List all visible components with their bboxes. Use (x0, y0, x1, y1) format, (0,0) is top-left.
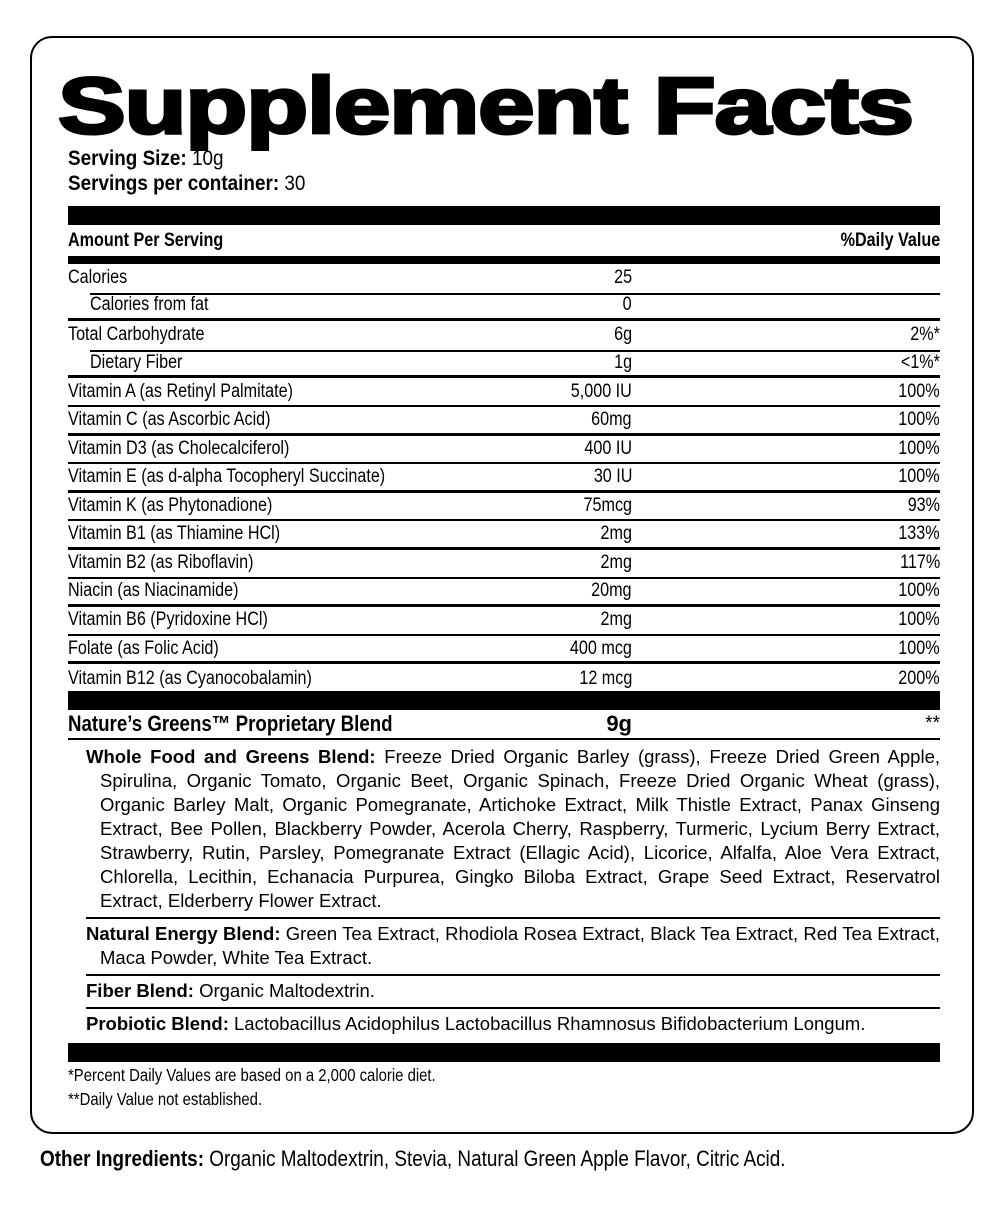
nutrient-row (68, 493, 940, 522)
blend-item (86, 1009, 940, 1040)
footnote-dv-not-established: **Daily Value not established. (68, 1089, 263, 1109)
blend-text (86, 979, 940, 1003)
blend-label: Fiber Blend: (86, 980, 194, 1001)
nutrient-amount: 0 (623, 294, 632, 316)
label-title: Supplement Facts (58, 61, 913, 150)
nutrient-amount: 25 (614, 267, 632, 289)
other-ingredients-value: Organic Maltodextrin, Stevia, Natural Green Apple Flavor, Citric Acid. (209, 1146, 786, 1171)
footnotes (68, 1063, 501, 1111)
nutrient-name: Niacin (as Niacinamide) (68, 580, 239, 602)
nutrient-amount: 30 IU (593, 465, 632, 487)
nutrient-name: Calories (68, 267, 128, 289)
nutrient-row (68, 464, 940, 493)
nutrient-row (68, 636, 940, 665)
blend-item (86, 742, 940, 919)
nutrient-amount: 75mcg (583, 495, 632, 517)
nutrient-row (68, 350, 940, 379)
nutrient-amount: 2mg (600, 552, 632, 574)
nutrient-name: Vitamin K (as Phytonadione) (68, 495, 273, 517)
nutrient-row (68, 264, 940, 293)
blend-text (86, 745, 940, 913)
nutrient-name: Dietary Fiber (90, 351, 183, 373)
nutrient-daily-value: 100% (898, 580, 940, 602)
nutrient-row (68, 321, 940, 350)
blend-ingredients: Lactobacillus Acidophilus Lactobacillus Rhamnosus Bifidobacterium Longum. (234, 1013, 866, 1034)
nutrient-daily-value: <1%* (900, 351, 940, 373)
servings-per-container (68, 171, 305, 196)
nutrient-name: Vitamin E (as d-alpha Tocopheryl Succinate) (68, 465, 386, 487)
serving-size-label: Serving Size: (68, 147, 187, 170)
nutrient-daily-value: 133% (898, 523, 940, 545)
nutrient-daily-value: 93% (907, 495, 940, 517)
blend-text (86, 922, 940, 970)
nutrient-amount: 6g (614, 324, 632, 346)
nutrient-name: Vitamin D3 (as Cholecalciferol) (68, 437, 290, 459)
nutrient-daily-value: 100% (898, 437, 940, 459)
nutrient-name: Vitamin B12 (as Cyanocobalamin) (68, 667, 312, 689)
blend-item (86, 976, 940, 1009)
nutrient-table (68, 264, 940, 693)
nutrient-amount: 20mg (591, 580, 632, 602)
nutrient-daily-value: 200% (898, 667, 940, 689)
other-ingredients-label: Other Ingredients: (40, 1146, 204, 1171)
nutrient-amount: 12 mcg (579, 667, 632, 689)
blend-item (86, 919, 940, 976)
blend-ingredients: Green Tea Extract, Rhodiola Rosea Extract, Black Tea Extract, Red Tea Extract, Maca Powder, White Tea Extract. (100, 923, 941, 968)
nutrient-row (68, 378, 940, 407)
nutrient-name: Vitamin B2 (as Riboflavin) (68, 552, 254, 574)
nutrient-amount: 2mg (600, 609, 632, 631)
proprietary-blend-dv: ** (925, 713, 940, 734)
nutrient-amount: 2mg (600, 523, 632, 545)
supplement-facts-panel (30, 36, 974, 1134)
serving-size (68, 146, 305, 171)
nutrient-amount: 60mg (591, 408, 632, 430)
thick-divider (68, 691, 940, 710)
nutrient-name: Vitamin A (as Retinyl Palmitate) (68, 380, 293, 402)
nutrient-row (68, 436, 940, 465)
nutrient-daily-value: 100% (898, 408, 940, 430)
other-ingredients (40, 1146, 907, 1172)
nutrient-daily-value: 100% (898, 380, 940, 402)
table-header (68, 227, 940, 255)
blend-ingredients: Organic Maltodextrin. (199, 980, 375, 1001)
blend-label: Probiotic Blend: (86, 1013, 229, 1034)
serving-info (68, 146, 332, 196)
nutrient-daily-value: 100% (898, 465, 940, 487)
nutrient-daily-value: 117% (899, 552, 940, 574)
servings-per-container-value: 30 (284, 172, 306, 195)
header-daily-value: %Daily Value (840, 230, 940, 251)
nutrient-row (68, 293, 940, 322)
nutrient-amount: 1g (614, 351, 632, 373)
footnote-percent-dv: *Percent Daily Values are based on a 2,000 calorie diet. (68, 1065, 436, 1085)
nutrient-row (68, 607, 940, 636)
nutrient-row (68, 407, 940, 436)
blend-label: Whole Food and Greens Blend: (86, 746, 376, 767)
header-amount-per-serving: Amount Per Serving (68, 230, 224, 251)
blend-text (86, 1012, 940, 1036)
nutrient-daily-value: 100% (898, 637, 940, 659)
nutrient-amount: 400 mcg (570, 637, 632, 659)
nutrient-amount: 400 IU (584, 437, 632, 459)
thick-divider (68, 1043, 940, 1062)
nutrient-name: Vitamin C (as Ascorbic Acid) (68, 408, 271, 430)
nutrient-daily-value: 2%* (910, 324, 940, 346)
blend-ingredients: Freeze Dried Organic Barley (grass), Freeze Dried Green Apple, Spirulina, Organic Tomato, Organic Beet, Organic Spinach, Freeze Dried Organic Wheat (grass), Organic Barley Malt, Organic Pomegranate, Artichoke Extract, Milk Thistle Extract, Panax Ginseng Extract, Bee Pollen, Blackberry Powder, Acerola Cherry, Raspberry, Turmeric, Lycium Berry Extract, Strawberry, Rutin, Parsley, Pomegranate Extract (Ellagic Acid), Licorice, Alfalfa, Aloe Vera Extract, Chlorella, Lecithin, Echanacia Purpurea, Gingko Biloba Extract, Grape Seed Extract, Reservatrol Extract, Elderberry Flower Extract. (100, 746, 941, 911)
nutrient-name: Total Carbohydrate (68, 324, 205, 346)
nutrient-row (68, 550, 940, 579)
nutrient-row (68, 664, 940, 693)
nutrient-daily-value: 100% (898, 609, 940, 631)
nutrient-row (68, 521, 940, 550)
nutrient-name: Folate (as Folic Acid) (68, 637, 219, 659)
nutrient-name: Vitamin B1 (as Thiamine HCl) (68, 523, 281, 545)
thick-divider (68, 206, 940, 225)
proprietary-blend-amount: 9g (606, 711, 632, 736)
blend-list (86, 742, 940, 1040)
blend-label: Natural Energy Blend: (86, 923, 281, 944)
servings-per-container-label: Servings per container: (68, 172, 280, 195)
nutrient-name: Vitamin B6 (Pyridoxine HCl) (68, 609, 268, 631)
nutrient-amount: 5,000 IU (570, 380, 632, 402)
nutrient-name: Calories from fat (90, 294, 209, 316)
serving-size-value: 10g (191, 147, 224, 170)
medium-divider (68, 256, 940, 264)
proprietary-blend-row (68, 710, 940, 740)
nutrient-row (68, 579, 940, 608)
proprietary-blend-name: Nature’s Greens™ Proprietary Blend (68, 711, 393, 736)
